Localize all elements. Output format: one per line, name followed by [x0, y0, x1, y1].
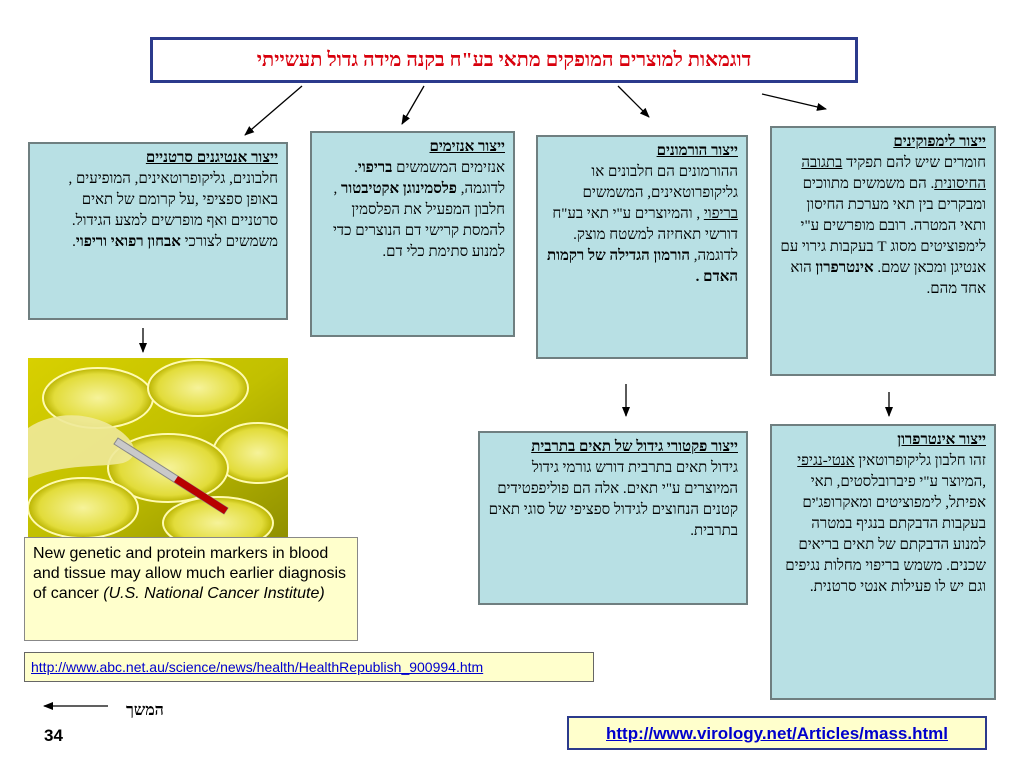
box-interferon [770, 424, 996, 700]
next-label[interactable]: המשך [126, 702, 164, 719]
growth-text: גידול תאים בתרבית דורש גורמי גידול המיוצרים ע"י תאים. אלה הם פוליפפטידים קטנים הנחוצים לגידול ספציפי של סוגי תאים בתרבית. [488, 460, 738, 539]
caption-text: New genetic and protein markers in blood and tissue may allow much earlier diagnosis of cancer [33, 545, 347, 602]
lab-photo [28, 358, 288, 540]
growth-title: ייצור פקטורי גידול של תאים בתרבית [531, 439, 738, 455]
box-enzymes [310, 131, 515, 337]
arrow-to-lymphokines [762, 94, 826, 109]
page-title: דוגמאות למוצרים המופקים מתאי בע"ח בקנה מידה גדול תעשייתי [150, 37, 858, 83]
arrow-to-enzymes [402, 86, 424, 124]
lymphokines-text: חומרים שיש להם תפקיד בתגובה החיסונית. הם משמשים מתווכים ומבקרים בין תאי מערכת החיסון ותאי המטרה. רובם מופרשים ע"י לימפוציטים מסוג T בעקבות גירוי עם אנטיגן ומכאן שמם. אינטרפרון הוא אחד מהם. [780, 155, 986, 297]
virology-link[interactable]: http://www.virology.net/Articles/mass.html [567, 716, 987, 750]
hormones-title: ייצור הורמונים [656, 143, 738, 159]
abc-news-link[interactable]: http://www.abc.net.au/science/news/health/HealthRepublish_900994.htm [24, 652, 594, 682]
interferon-text: זהו חלבון גליקופרוטאין אנטי-נגיפי ,המיוצר ע"י פיברובלסטים, תאי אפיתל, לימפוציטים ומאקרופג'ים בעקבות הדבקתם בנגיף במטרה למנוע הדבקתם של תאים בריאים שכנים. משמש בריפוי מחלות נגיפים וגם יש לו פעילות אנטי סרטנית. [785, 453, 986, 595]
arrow-to-antigens [245, 86, 302, 135]
box-lymphokines [770, 126, 996, 376]
lab-photo-illustration [28, 358, 288, 540]
box-cancer-antigens [28, 142, 288, 320]
photo-caption [24, 537, 358, 641]
caption-source: (U.S. National Cancer Institute) [103, 585, 325, 602]
antigens-title: ייצור אנטיגנים סרטניים [145, 150, 278, 166]
box-growth-factors [478, 431, 748, 605]
arrow-to-hormones [618, 86, 649, 117]
antigens-text: חלבונים, גליקופרוטאינים, המופיעים , באופן ספציפי ,על קרומם של תאים סרטניים ואף מופרשים למצע הגידול. [68, 171, 278, 229]
page-number: 34 [44, 726, 63, 745]
enzymes-title: ייצור אנזימים [429, 139, 505, 155]
lymphokines-title: ייצור לימפוקינים [893, 134, 986, 150]
box-hormones [536, 135, 748, 359]
enzymes-text: אנזימים המשמשים בריפוי. לדוגמה, פלסמינוגן אקטיבטור , חלבון המפעיל את הפלסמין להמסת קרישי דם הנוצרים כדי למנוע סתימת כלי דם. [332, 160, 505, 260]
hormones-text: ההורמונים הם חלבונים או גליקופרוטאינים, המשמשים בריפוי , והמיוצרים ע"י תאי בע"ח דורשי תאחיזה למשטח מוצק. לדוגמה, הורמון הגדילה של רקמות האדם . [547, 164, 738, 285]
antigens-use: משמשים לצורכי אבחון רפואי וריפוי. [72, 234, 278, 250]
interferon-title: ייצור אינטרפרון [897, 432, 986, 448]
